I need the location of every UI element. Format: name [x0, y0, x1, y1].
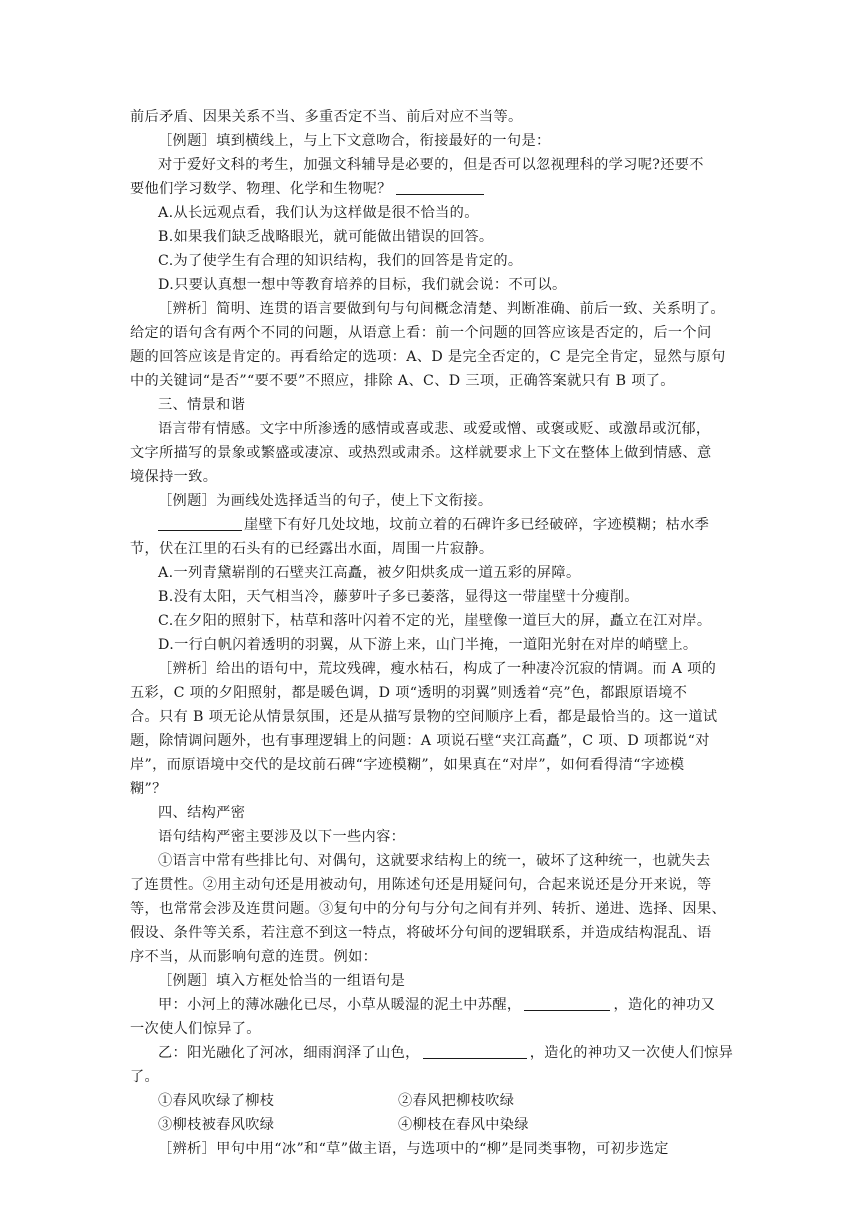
text-line: 了。: [130, 1069, 160, 1085]
text-line-with-blank: [130, 179, 484, 199]
answer-blank: [396, 180, 484, 195]
text-segment: 甲：小河上的薄冰融化已尽，小草从暖湿的泥土中苏醒，: [158, 997, 522, 1013]
text-segment: 乙：阳光融化了河冰，细雨润泽了山色，: [158, 1045, 420, 1061]
option-b: B.如果我们缺乏战略眼光，就可能做出错误的回答。: [158, 229, 494, 245]
text-line: 语句结构严密主要涉及以下一些内容：: [158, 829, 406, 845]
text-segment: ，造化的神功又一次使人们惊异: [529, 1045, 734, 1061]
text-line: 前后矛盾、因果关系不当、多重否定不当、前后对应不当等。: [130, 109, 523, 125]
choice-1: ①春风吹绿了柳枝: [158, 1093, 275, 1109]
text-segment: 崖壁下有好几处坟地，坟前立着的石碑许多已经破碎，字迹模糊；枯水季: [244, 517, 710, 533]
answer-blank: [158, 516, 242, 531]
choice-row: [158, 1115, 529, 1135]
text-line-with-blank: [158, 995, 715, 1015]
text-line-with-blank: [158, 1043, 733, 1063]
option-a: A.一列青黛崭削的石壁夹江高矗，被夕阳烘炙成一道五彩的屏障。: [158, 565, 581, 581]
analysis-text: ［辨析］简明、连贯的语言要做到句与句间概念清楚、判断准确、前后一致、关系明了。: [158, 301, 725, 317]
text-line: 中的关键词“是否”“要不要”不照应，排除 A、C、D 三项，正确答案就只有 B 项了。: [130, 373, 675, 389]
text-line: 题，除情调问题外，也有事理逻辑上的问题：A 项说石壁“夹江高矗”，C 项、D 项都说“对: [130, 733, 710, 749]
text-line: 对于爱好文科的考生，加强文科辅导是必要的，但是否可以忽视理科的学习呢?还要不: [158, 157, 704, 173]
text-line: 等，也常常会涉及连贯问题。③复句中的分句与分句之间有并列、转折、递进、选择、因果、: [130, 901, 727, 917]
text-line: 了连贯性。②用主动句还是用被动句，用陈述句还是用疑问句，合起来说还是分开来说，等: [130, 877, 712, 893]
text-line: 给定的语句含有两个不同的问题，从语意上看：前一个问题的回答应该是否定的，后一个问: [130, 325, 712, 341]
example-heading: ［例题］填到横线上，与上下文意吻合，衔接最好的一句是：: [158, 133, 551, 149]
text-line: 岸”，而原语境中交代的是坟前石碑“字迹模糊”，如果真在“对岸”，如何看得清“字迹模: [130, 757, 685, 773]
text-line: 语言带有情感。文字中所渗透的感情或喜或悲、或爱或憎、或褒或贬、或激昂或沉郁，: [158, 421, 711, 437]
text-line: 合。只有 B 项无论从情景氛围，还是从描写景物的空间顺序上看，都是最恰当的。这一道试: [130, 709, 718, 725]
option-d: D.只要认真想一想中等教育培养的目标，我们就会说：不可以。: [158, 277, 567, 293]
answer-blank: [524, 996, 610, 1011]
text-line: 五彩，C 项的夕阳照射，都是暖色调，D 项“透明的羽翼”则透着“亮”色，都跟原语境不: [130, 685, 688, 701]
text-line: ①语言中常有些排比句、对偶句，这就要求结构上的统一，破坏了这种统一，也就失去: [158, 853, 711, 869]
text-line: 题的回答应该是肯定的。再看给定的选项：A、D 是完全否定的，C 是完全肯定，显然与原句: [130, 349, 726, 365]
example-heading: ［例题］为画线处选择适当的句子，使上下文衔接。: [158, 493, 493, 509]
text-line: 糊”？: [130, 781, 167, 797]
text-line: 序不当，从而影响句意的连贯。例如：: [130, 949, 378, 965]
option-b: B.没有太阳，天气相当冷，藤萝叶子多已萎落，显得这一带崖壁十分瘦削。: [158, 589, 639, 605]
text-line: 文字所描写的景象或繁盛或凄凉、或热烈或肃杀。这样就要求上下文在整体上做到情感、意: [130, 445, 712, 461]
text-segment: 要他们学习数学、物理、化学和生物呢？: [130, 181, 392, 197]
choice-3: ③柳枝被春风吹绿: [158, 1117, 275, 1133]
choice-4: ④柳枝在春风中染绿: [398, 1117, 529, 1133]
text-line: 境保持一致。: [130, 469, 218, 485]
option-a: A.从长远观点看，我们认为这样做是很不恰当的。: [158, 205, 479, 221]
section-heading: 四、结构严密: [158, 805, 246, 821]
text-line-with-blank: [158, 515, 709, 535]
analysis-text: ［辨析］甲句中用“冰”和“草”做主语，与选项中的“柳”是同类事物，可初步选定: [158, 1141, 669, 1157]
option-c: C.在夕阳的照射下，枯草和落叶闪着不定的光，崖壁像一道巨大的屏，矗立在江对岸。: [158, 613, 712, 629]
option-c: C.为了使学生有合理的知识结构，我们的回答是肯定的。: [158, 253, 523, 269]
text-line: 一次使人们惊异了。: [130, 1021, 261, 1037]
text-line: 节，伏在江里的石头有的已经露出水面，周围一片寂静。: [130, 541, 494, 557]
choice-2: ②春风把柳枝吹绿: [398, 1093, 515, 1109]
analysis-text: ［辨析］给出的语句中，荒坟残碑，瘦水枯石，构成了一种凄冷沉寂的情调。而 A 项的: [158, 661, 717, 677]
section-heading: 三、情景和谐: [158, 397, 246, 413]
text-line: 假设、条件等关系，若注意不到这一特点，将破坏分句间的逻辑联系，并造成结构混乱、语: [130, 925, 712, 941]
choice-row: [158, 1091, 514, 1111]
example-heading: ［例题］填入方框处恰当的一组语句是: [158, 973, 406, 989]
option-d: D.一行白帆闪着透明的羽翼，从下游上来，山门半掩，一道阳光射在对岸的峭壁上。: [158, 637, 698, 653]
text-segment: ，造化的神功又: [613, 997, 716, 1013]
answer-blank: [423, 1044, 527, 1059]
